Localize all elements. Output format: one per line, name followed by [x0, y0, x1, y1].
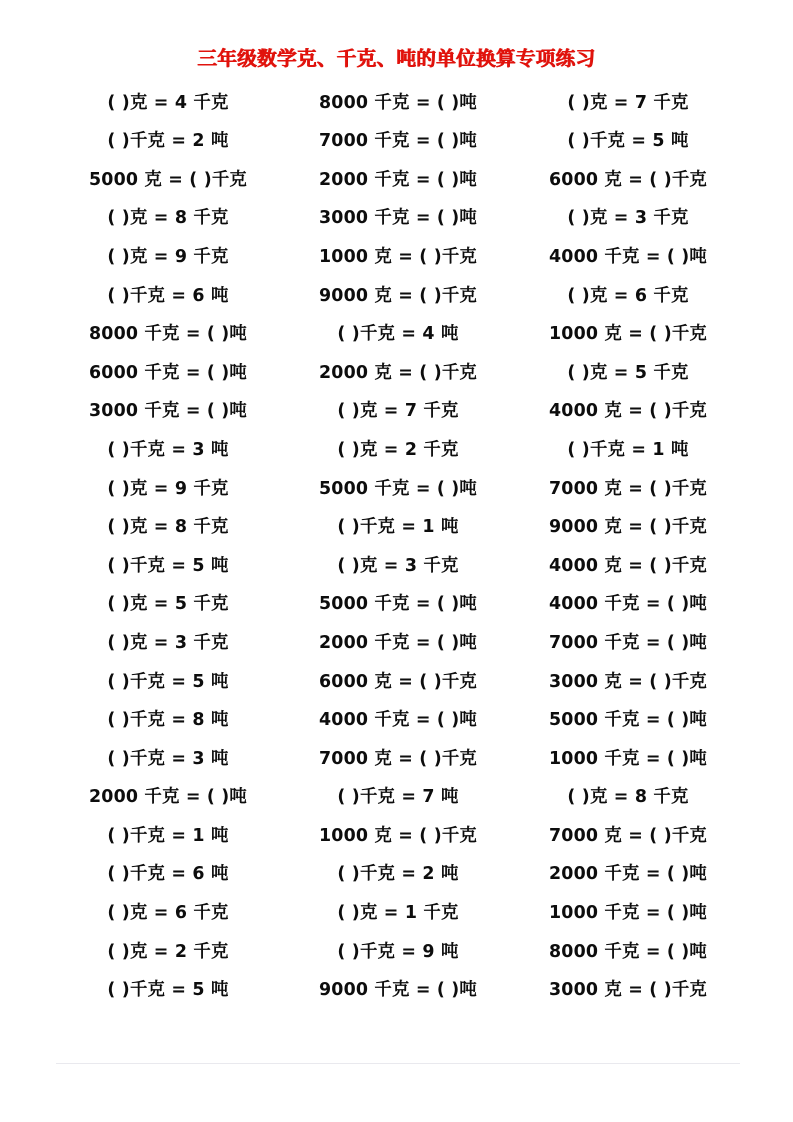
problem-item[interactable]: 8000 千克 = ( )吨 [88, 324, 248, 345]
problem-item[interactable]: 8000 千克 = ( )吨 [548, 941, 708, 962]
problem-item[interactable]: ( )千克 = 4 吨 [337, 324, 459, 345]
problem-item[interactable]: 5000 千克 = ( )吨 [318, 478, 478, 499]
problem-item[interactable]: ( )千克 = 8 吨 [107, 710, 229, 731]
problem-item[interactable]: 4000 克 = ( )千克 [548, 401, 708, 422]
problem-item[interactable]: 7000 千克 = ( )吨 [318, 131, 478, 152]
problem-row [56, 740, 740, 779]
problem-item[interactable]: 3000 克 = ( )千克 [548, 671, 708, 692]
problem-row [56, 277, 740, 316]
problem-item[interactable]: 2000 克 = ( )千克 [318, 362, 478, 383]
problem-item[interactable]: ( )克 = 5 千克 [567, 362, 689, 383]
problem-row [56, 161, 740, 200]
problem-item[interactable]: 4000 千克 = ( )吨 [548, 246, 708, 267]
problem-row [56, 972, 740, 1011]
problem-item[interactable]: 9000 克 = ( )千克 [318, 285, 478, 306]
problem-item[interactable]: ( )克 = 8 千克 [107, 208, 229, 229]
problem-row [56, 316, 740, 355]
problem-grid [56, 84, 740, 1010]
problem-item[interactable]: 1000 克 = ( )千克 [318, 825, 478, 846]
problem-item[interactable]: ( )千克 = 5 吨 [567, 131, 689, 152]
problem-item[interactable]: ( )克 = 7 千克 [337, 401, 459, 422]
problem-item[interactable]: ( )千克 = 9 吨 [337, 941, 459, 962]
problem-item[interactable]: 6000 千克 = ( )吨 [88, 362, 248, 383]
problem-item[interactable]: ( )克 = 6 千克 [567, 285, 689, 306]
problem-row [56, 779, 740, 818]
problem-item[interactable]: ( )克 = 9 千克 [107, 246, 229, 267]
problem-item[interactable]: 1000 千克 = ( )吨 [548, 903, 708, 924]
problem-item[interactable]: ( )千克 = 5 吨 [107, 671, 229, 692]
problem-item[interactable]: 5000 千克 = ( )吨 [318, 594, 478, 615]
problem-row [56, 354, 740, 393]
problem-item[interactable]: 3000 千克 = ( )吨 [88, 401, 248, 422]
problem-row [56, 123, 740, 162]
problem-row [56, 817, 740, 856]
problem-item[interactable]: ( )克 = 6 千克 [107, 903, 229, 924]
problem-item[interactable]: 7000 克 = ( )千克 [548, 478, 708, 499]
problem-item[interactable]: 3000 千克 = ( )吨 [318, 208, 478, 229]
problem-row [56, 238, 740, 277]
problem-item[interactable]: 1000 克 = ( )千克 [318, 246, 478, 267]
problem-row [56, 200, 740, 239]
problem-item[interactable]: ( )千克 = 3 吨 [107, 439, 229, 460]
problem-row [56, 586, 740, 625]
problem-row [56, 663, 740, 702]
problem-item[interactable]: ( )千克 = 6 吨 [107, 864, 229, 885]
problem-item[interactable]: 7000 千克 = ( )吨 [548, 632, 708, 653]
problem-row [56, 393, 740, 432]
problem-item[interactable]: ( )克 = 7 千克 [567, 92, 689, 113]
problem-item[interactable]: 4000 克 = ( )千克 [548, 555, 708, 576]
problem-item[interactable]: ( )克 = 1 千克 [337, 903, 459, 924]
problem-item[interactable]: ( )克 = 8 千克 [567, 787, 689, 808]
problem-item[interactable]: 3000 克 = ( )千克 [548, 980, 708, 1001]
problem-item[interactable]: 2000 千克 = ( )吨 [318, 169, 478, 190]
problem-item[interactable]: 9000 千克 = ( )吨 [318, 980, 478, 1001]
problem-row [56, 84, 740, 123]
problem-item[interactable]: 6000 克 = ( )千克 [548, 169, 708, 190]
problem-item[interactable]: 8000 千克 = ( )吨 [318, 92, 478, 113]
problem-item[interactable]: 7000 克 = ( )千克 [548, 825, 708, 846]
problem-item[interactable]: ( )克 = 3 千克 [107, 632, 229, 653]
problem-item[interactable]: ( )千克 = 2 吨 [337, 864, 459, 885]
problem-row [56, 894, 740, 933]
problem-item[interactable]: 2000 千克 = ( )吨 [88, 787, 248, 808]
problem-item[interactable]: ( )千克 = 1 吨 [567, 439, 689, 460]
problem-item[interactable]: 6000 克 = ( )千克 [318, 671, 478, 692]
problem-item[interactable]: 1000 千克 = ( )吨 [548, 748, 708, 769]
problem-item[interactable]: 1000 克 = ( )千克 [548, 324, 708, 345]
problem-item[interactable]: ( )千克 = 7 吨 [337, 787, 459, 808]
problem-item[interactable]: 2000 千克 = ( )吨 [318, 632, 478, 653]
problem-row [56, 702, 740, 741]
problem-item[interactable]: ( )克 = 3 千克 [567, 208, 689, 229]
problem-item[interactable]: 7000 克 = ( )千克 [318, 748, 478, 769]
problem-item[interactable]: 5000 千克 = ( )吨 [548, 710, 708, 731]
problem-row [56, 509, 740, 548]
problem-item[interactable]: ( )克 = 2 千克 [337, 439, 459, 460]
problem-item[interactable]: ( )克 = 3 千克 [337, 555, 459, 576]
problem-item[interactable]: 2000 千克 = ( )吨 [548, 864, 708, 885]
problem-item[interactable]: ( )千克 = 1 吨 [337, 517, 459, 538]
problem-item[interactable]: 4000 千克 = ( )吨 [548, 594, 708, 615]
problem-item[interactable]: ( )千克 = 5 吨 [107, 555, 229, 576]
problem-item[interactable]: ( )克 = 5 千克 [107, 594, 229, 615]
problem-item[interactable]: ( )克 = 8 千克 [107, 517, 229, 538]
problem-item[interactable]: ( )克 = 4 千克 [107, 92, 229, 113]
problem-item[interactable]: ( )千克 = 6 吨 [107, 285, 229, 306]
problem-row [56, 856, 740, 895]
problem-row [56, 933, 740, 972]
problem-item[interactable]: 4000 千克 = ( )吨 [318, 710, 478, 731]
page-title: 三年级数学克、千克、吨的单位换算专项练习 [197, 47, 596, 70]
problem-item[interactable]: 5000 克 = ( )千克 [88, 169, 248, 190]
footer-divider [56, 1063, 740, 1064]
problem-row [56, 470, 740, 509]
problem-row [56, 624, 740, 663]
problem-item[interactable]: ( )千克 = 1 吨 [107, 825, 229, 846]
problem-item[interactable]: ( )千克 = 3 吨 [107, 748, 229, 769]
problem-item[interactable]: ( )千克 = 5 吨 [107, 980, 229, 1001]
problem-row [56, 547, 740, 586]
problem-item[interactable]: ( )克 = 2 千克 [107, 941, 229, 962]
problem-item[interactable]: ( )千克 = 2 吨 [107, 131, 229, 152]
problem-row [56, 431, 740, 470]
problem-item[interactable]: ( )克 = 9 千克 [107, 478, 229, 499]
problem-item[interactable]: 9000 克 = ( )千克 [548, 517, 708, 538]
